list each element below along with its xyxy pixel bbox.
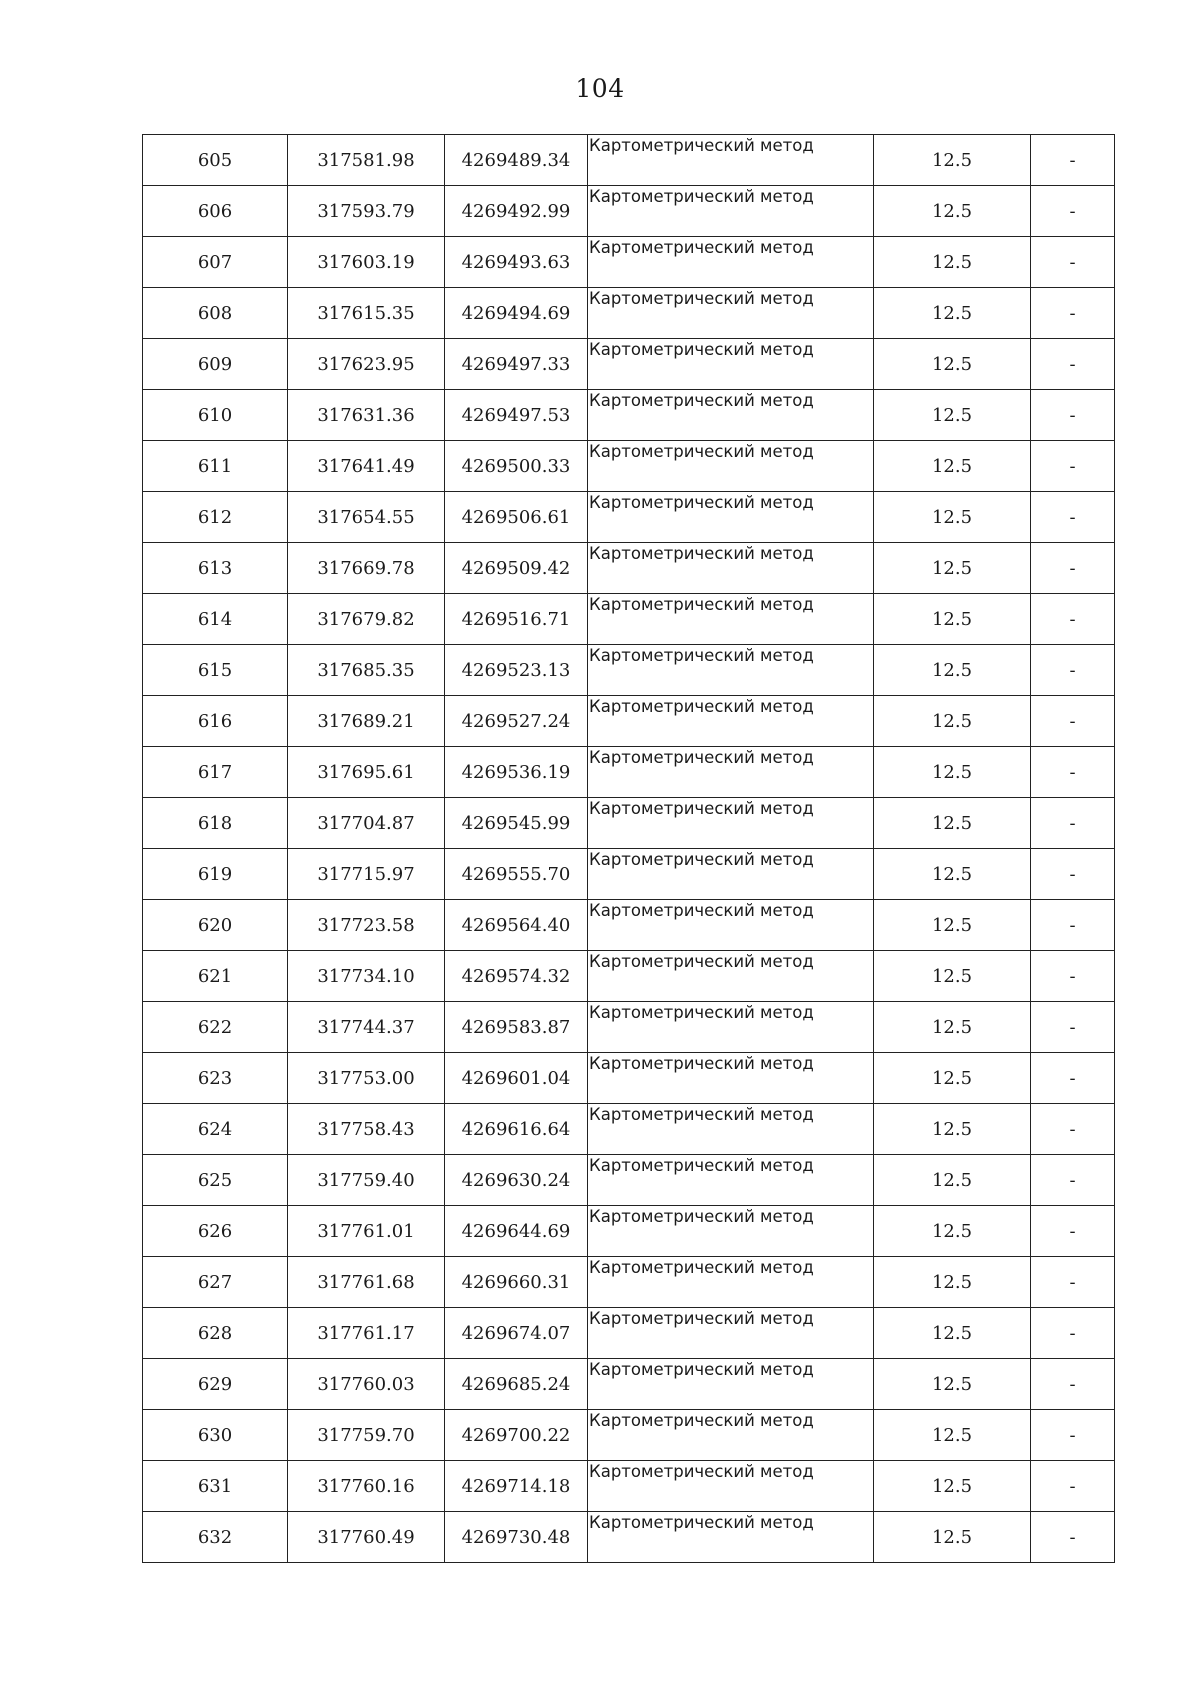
table-row xyxy=(143,1461,1115,1512)
x-coordinate-cell: 317759.70 xyxy=(288,1410,445,1461)
x-coordinate-cell: 317695.61 xyxy=(288,747,445,798)
y-coordinate-cell: 4269536.19 xyxy=(445,747,588,798)
accuracy-cell: 12.5 xyxy=(874,900,1031,951)
note-cell: - xyxy=(1031,1257,1115,1308)
table-row xyxy=(143,1104,1115,1155)
table-row xyxy=(143,1512,1115,1563)
x-coordinate-cell: 317760.49 xyxy=(288,1512,445,1563)
point-number-cell: 611 xyxy=(143,441,288,492)
x-coordinate-cell: 317753.00 xyxy=(288,1053,445,1104)
note-cell: - xyxy=(1031,186,1115,237)
x-coordinate-cell: 317689.21 xyxy=(288,696,445,747)
x-coordinate-cell: 317704.87 xyxy=(288,798,445,849)
method-cell: Картометрический метод xyxy=(588,186,874,237)
method-cell: Картометрический метод xyxy=(588,1155,874,1206)
method-cell: Картометрический метод xyxy=(588,390,874,441)
accuracy-cell: 12.5 xyxy=(874,951,1031,1002)
accuracy-cell: 12.5 xyxy=(874,441,1031,492)
table-row xyxy=(143,237,1115,288)
y-coordinate-cell: 4269489.34 xyxy=(445,135,588,186)
coordinates-table-body xyxy=(143,135,1115,1563)
accuracy-cell: 12.5 xyxy=(874,1359,1031,1410)
accuracy-cell: 12.5 xyxy=(874,696,1031,747)
accuracy-cell: 12.5 xyxy=(874,849,1031,900)
method-cell: Картометрический метод xyxy=(588,1512,874,1563)
table-row xyxy=(143,645,1115,696)
table-row xyxy=(143,543,1115,594)
x-coordinate-cell: 317761.68 xyxy=(288,1257,445,1308)
note-cell: - xyxy=(1031,747,1115,798)
note-cell: - xyxy=(1031,951,1115,1002)
point-number-cell: 628 xyxy=(143,1308,288,1359)
table-row xyxy=(143,1002,1115,1053)
x-coordinate-cell: 317603.19 xyxy=(288,237,445,288)
point-number-cell: 632 xyxy=(143,1512,288,1563)
accuracy-cell: 12.5 xyxy=(874,1104,1031,1155)
y-coordinate-cell: 4269574.32 xyxy=(445,951,588,1002)
accuracy-cell: 12.5 xyxy=(874,135,1031,186)
accuracy-cell: 12.5 xyxy=(874,186,1031,237)
method-cell: Картометрический метод xyxy=(588,747,874,798)
note-cell: - xyxy=(1031,1104,1115,1155)
method-cell: Картометрический метод xyxy=(588,798,874,849)
accuracy-cell: 12.5 xyxy=(874,1155,1031,1206)
y-coordinate-cell: 4269685.24 xyxy=(445,1359,588,1410)
method-cell: Картометрический метод xyxy=(588,645,874,696)
y-coordinate-cell: 4269494.69 xyxy=(445,288,588,339)
point-number-cell: 617 xyxy=(143,747,288,798)
table-row xyxy=(143,798,1115,849)
note-cell: - xyxy=(1031,339,1115,390)
note-cell: - xyxy=(1031,900,1115,951)
y-coordinate-cell: 4269509.42 xyxy=(445,543,588,594)
method-cell: Картометрический метод xyxy=(588,339,874,390)
coordinates-table xyxy=(142,134,1115,1563)
point-number-cell: 608 xyxy=(143,288,288,339)
point-number-cell: 606 xyxy=(143,186,288,237)
note-cell: - xyxy=(1031,849,1115,900)
y-coordinate-cell: 4269730.48 xyxy=(445,1512,588,1563)
method-cell: Картометрический метод xyxy=(588,951,874,1002)
x-coordinate-cell: 317715.97 xyxy=(288,849,445,900)
y-coordinate-cell: 4269555.70 xyxy=(445,849,588,900)
note-cell: - xyxy=(1031,1053,1115,1104)
point-number-cell: 627 xyxy=(143,1257,288,1308)
point-number-cell: 614 xyxy=(143,594,288,645)
y-coordinate-cell: 4269545.99 xyxy=(445,798,588,849)
y-coordinate-cell: 4269583.87 xyxy=(445,1002,588,1053)
table-row xyxy=(143,1359,1115,1410)
point-number-cell: 620 xyxy=(143,900,288,951)
point-number-cell: 623 xyxy=(143,1053,288,1104)
table-row xyxy=(143,1257,1115,1308)
accuracy-cell: 12.5 xyxy=(874,1257,1031,1308)
y-coordinate-cell: 4269516.71 xyxy=(445,594,588,645)
x-coordinate-cell: 317631.36 xyxy=(288,390,445,441)
x-coordinate-cell: 317760.03 xyxy=(288,1359,445,1410)
table-row xyxy=(143,900,1115,951)
y-coordinate-cell: 4269616.64 xyxy=(445,1104,588,1155)
method-cell: Картометрический метод xyxy=(588,1410,874,1461)
point-number-cell: 613 xyxy=(143,543,288,594)
point-number-cell: 616 xyxy=(143,696,288,747)
method-cell: Картометрический метод xyxy=(588,900,874,951)
point-number-cell: 622 xyxy=(143,1002,288,1053)
accuracy-cell: 12.5 xyxy=(874,237,1031,288)
x-coordinate-cell: 317679.82 xyxy=(288,594,445,645)
method-cell: Картометрический метод xyxy=(588,543,874,594)
x-coordinate-cell: 317654.55 xyxy=(288,492,445,543)
y-coordinate-cell: 4269700.22 xyxy=(445,1410,588,1461)
method-cell: Картометрический метод xyxy=(588,1053,874,1104)
table-row xyxy=(143,951,1115,1002)
x-coordinate-cell: 317734.10 xyxy=(288,951,445,1002)
y-coordinate-cell: 4269506.61 xyxy=(445,492,588,543)
table-row xyxy=(143,288,1115,339)
note-cell: - xyxy=(1031,288,1115,339)
table-row xyxy=(143,135,1115,186)
point-number-cell: 626 xyxy=(143,1206,288,1257)
method-cell: Картометрический метод xyxy=(588,1002,874,1053)
y-coordinate-cell: 4269500.33 xyxy=(445,441,588,492)
accuracy-cell: 12.5 xyxy=(874,492,1031,543)
table-row xyxy=(143,1053,1115,1104)
accuracy-cell: 12.5 xyxy=(874,798,1031,849)
method-cell: Картометрический метод xyxy=(588,1359,874,1410)
y-coordinate-cell: 4269497.33 xyxy=(445,339,588,390)
y-coordinate-cell: 4269497.53 xyxy=(445,390,588,441)
point-number-cell: 605 xyxy=(143,135,288,186)
method-cell: Картометрический метод xyxy=(588,135,874,186)
note-cell: - xyxy=(1031,1206,1115,1257)
point-number-cell: 607 xyxy=(143,237,288,288)
note-cell: - xyxy=(1031,1155,1115,1206)
y-coordinate-cell: 4269644.69 xyxy=(445,1206,588,1257)
method-cell: Картометрический метод xyxy=(588,1461,874,1512)
point-number-cell: 630 xyxy=(143,1410,288,1461)
method-cell: Картометрический метод xyxy=(588,492,874,543)
table-row xyxy=(143,696,1115,747)
x-coordinate-cell: 317744.37 xyxy=(288,1002,445,1053)
y-coordinate-cell: 4269564.40 xyxy=(445,900,588,951)
accuracy-cell: 12.5 xyxy=(874,339,1031,390)
method-cell: Картометрический метод xyxy=(588,696,874,747)
table-row xyxy=(143,390,1115,441)
point-number-cell: 615 xyxy=(143,645,288,696)
accuracy-cell: 12.5 xyxy=(874,1002,1031,1053)
point-number-cell: 609 xyxy=(143,339,288,390)
point-number-cell: 631 xyxy=(143,1461,288,1512)
y-coordinate-cell: 4269714.18 xyxy=(445,1461,588,1512)
table-row xyxy=(143,1206,1115,1257)
method-cell: Картометрический метод xyxy=(588,1104,874,1155)
note-cell: - xyxy=(1031,543,1115,594)
x-coordinate-cell: 317760.16 xyxy=(288,1461,445,1512)
accuracy-cell: 12.5 xyxy=(874,390,1031,441)
point-number-cell: 624 xyxy=(143,1104,288,1155)
table-row xyxy=(143,594,1115,645)
accuracy-cell: 12.5 xyxy=(874,1461,1031,1512)
x-coordinate-cell: 317685.35 xyxy=(288,645,445,696)
accuracy-cell: 12.5 xyxy=(874,1512,1031,1563)
x-coordinate-cell: 317623.95 xyxy=(288,339,445,390)
method-cell: Картометрический метод xyxy=(588,594,874,645)
x-coordinate-cell: 317641.49 xyxy=(288,441,445,492)
note-cell: - xyxy=(1031,441,1115,492)
x-coordinate-cell: 317761.01 xyxy=(288,1206,445,1257)
y-coordinate-cell: 4269492.99 xyxy=(445,186,588,237)
note-cell: - xyxy=(1031,645,1115,696)
note-cell: - xyxy=(1031,390,1115,441)
accuracy-cell: 12.5 xyxy=(874,645,1031,696)
table-row xyxy=(143,849,1115,900)
accuracy-cell: 12.5 xyxy=(874,1053,1031,1104)
method-cell: Картометрический метод xyxy=(588,237,874,288)
point-number-cell: 625 xyxy=(143,1155,288,1206)
y-coordinate-cell: 4269527.24 xyxy=(445,696,588,747)
y-coordinate-cell: 4269674.07 xyxy=(445,1308,588,1359)
accuracy-cell: 12.5 xyxy=(874,543,1031,594)
note-cell: - xyxy=(1031,1410,1115,1461)
method-cell: Картометрический метод xyxy=(588,1308,874,1359)
x-coordinate-cell: 317615.35 xyxy=(288,288,445,339)
accuracy-cell: 12.5 xyxy=(874,1206,1031,1257)
method-cell: Картометрический метод xyxy=(588,441,874,492)
table-row xyxy=(143,492,1115,543)
method-cell: Картометрический метод xyxy=(588,288,874,339)
accuracy-cell: 12.5 xyxy=(874,288,1031,339)
table-row xyxy=(143,1410,1115,1461)
point-number-cell: 619 xyxy=(143,849,288,900)
point-number-cell: 621 xyxy=(143,951,288,1002)
table-row xyxy=(143,747,1115,798)
note-cell: - xyxy=(1031,237,1115,288)
x-coordinate-cell: 317723.58 xyxy=(288,900,445,951)
note-cell: - xyxy=(1031,594,1115,645)
table-row xyxy=(143,1155,1115,1206)
x-coordinate-cell: 317758.43 xyxy=(288,1104,445,1155)
note-cell: - xyxy=(1031,1512,1115,1563)
y-coordinate-cell: 4269523.13 xyxy=(445,645,588,696)
table-row xyxy=(143,441,1115,492)
point-number-cell: 618 xyxy=(143,798,288,849)
table-row xyxy=(143,339,1115,390)
method-cell: Картометрический метод xyxy=(588,849,874,900)
y-coordinate-cell: 4269601.04 xyxy=(445,1053,588,1104)
table-row xyxy=(143,186,1115,237)
method-cell: Картометрический метод xyxy=(588,1206,874,1257)
note-cell: - xyxy=(1031,1461,1115,1512)
note-cell: - xyxy=(1031,1002,1115,1053)
method-cell: Картометрический метод xyxy=(588,1257,874,1308)
accuracy-cell: 12.5 xyxy=(874,747,1031,798)
y-coordinate-cell: 4269630.24 xyxy=(445,1155,588,1206)
note-cell: - xyxy=(1031,492,1115,543)
page-number: 104 xyxy=(575,74,625,103)
y-coordinate-cell: 4269493.63 xyxy=(445,237,588,288)
point-number-cell: 610 xyxy=(143,390,288,441)
y-coordinate-cell: 4269660.31 xyxy=(445,1257,588,1308)
accuracy-cell: 12.5 xyxy=(874,1308,1031,1359)
x-coordinate-cell: 317669.78 xyxy=(288,543,445,594)
x-coordinate-cell: 317759.40 xyxy=(288,1155,445,1206)
table-row xyxy=(143,1308,1115,1359)
note-cell: - xyxy=(1031,1359,1115,1410)
x-coordinate-cell: 317593.79 xyxy=(288,186,445,237)
x-coordinate-cell: 317761.17 xyxy=(288,1308,445,1359)
x-coordinate-cell: 317581.98 xyxy=(288,135,445,186)
note-cell: - xyxy=(1031,1308,1115,1359)
accuracy-cell: 12.5 xyxy=(874,1410,1031,1461)
point-number-cell: 612 xyxy=(143,492,288,543)
point-number-cell: 629 xyxy=(143,1359,288,1410)
note-cell: - xyxy=(1031,798,1115,849)
accuracy-cell: 12.5 xyxy=(874,594,1031,645)
note-cell: - xyxy=(1031,696,1115,747)
note-cell: - xyxy=(1031,135,1115,186)
